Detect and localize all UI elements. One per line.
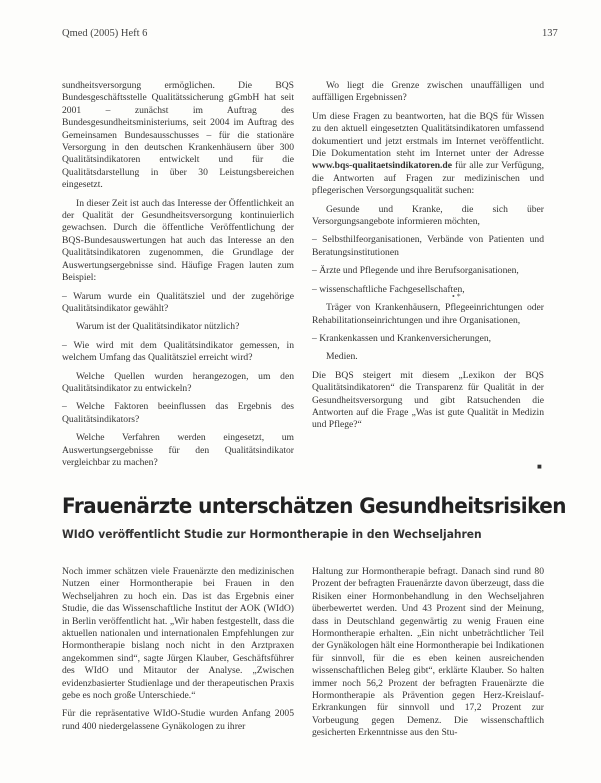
page-number: 137 — [542, 28, 558, 39]
article-end-mark: ■ — [537, 462, 542, 471]
list-item: – Selbsthilfeorganisationen, Verbände von Patienten und Beratungsinstitutionen — [312, 234, 544, 258]
print-artifact: • * — [452, 292, 461, 301]
article-subheadline: WIdO veröffentlicht Studie zur Hormontherapie in den Wechseljahren — [62, 527, 482, 541]
question-item: Welche Quellen wurden herangezogen, um den Qualitätsindikator zu entwickeln? — [62, 370, 294, 394]
column-right-top — [312, 80, 544, 438]
column-right-bottom — [312, 566, 544, 746]
question-item: – Welche Faktoren beeinflussen das Ergebnis des Qualitätsindikators? — [62, 401, 294, 425]
paragraph: sundheitsversorgung ermöglichen. Die BQS Bundesgeschäftsstelle Qualitätssicherung gGmbH hat seit 2001 – zunächst im Auftrag des Bundesgesundheitsministeriums, seit 2004 im Auftrag des Gemeinsamen Bundesausschusses – für die stationäre Versorgung in den deutschen Krankenhäusern über 300 Qualitätsindikatoren entwickelt und für die Qualitätsdarstellung in über 30 Leistungsbereichen eingesetzt. — [62, 80, 294, 191]
paragraph: Die BQS steigert mit diesem „Lexikon der BQS Qualitätsindikatoren“ die Transparenz für Qualität in der Gesundheitsversorgung und gibt Ratsuchenden die Antworten auf die Frage „Was ist gute Qualität in Medizin und Pflege?“ — [312, 369, 544, 431]
column-left-top — [62, 80, 294, 475]
paragraph: Gesunde und Kranke, die sich über Versorgungsangebote informieren möchten, — [312, 203, 544, 228]
paragraph — [312, 111, 544, 198]
paragraph: Noch immer schätzen viele Frauenärzte den medizinischen Nutzen einer Hormontherapie bei Frauen in den Wechseljahren zu hoch ein. Das ist das Ergebnis einer Studie, die das Wissenschaftliche Institut der AOK (WIdO) in Berlin veröffentlicht hat. „Wir haben festgestellt, dass die aktuellen nationalen und internationalen Empfehlungen zur Hormontherapie bislang noch nicht in den Arztpraxen angekommen sind“, sagte Jürgen Klauber, Geschäftsführer des WIdO und Mitautor der Analyse. „Zwischen evidenzbasierter Studienlage und der therapeutischen Praxis gebe es noch große Unterschiede.“ — [62, 566, 294, 702]
list-item: Medien. — [326, 351, 358, 363]
question-item: – Wie wird mit dem Qualitätsindikator gemessen, in welchem Umfang das Qualitätsziel erreicht wird? — [62, 339, 294, 364]
paragraph-text: Um diese Fragen zu beantworten, hat die BQS für Wissen zu den aktuell eingesetzten Qualitätsindikatoren umfassend dokumentiert und jetzt erstmals im Internet veröffentlicht. Die Dokumentation steht im Internet unter der Adresse — [312, 110, 544, 160]
list-item: – Ärzte und Pflegende und ihre Berufsorganisationen, — [312, 265, 519, 277]
url-link[interactable]: www.bqs-qualitaetsindikatoren.de — [312, 160, 453, 172]
journal-header: Qmed (2005) Heft 6 — [62, 28, 148, 39]
list-item: – Krankenkassen und Krankenversicherungen, — [312, 332, 492, 344]
column-left-bottom — [62, 566, 294, 739]
article-headline: Frauenärzte unterschätzen Gesundheitsrisiken — [62, 494, 566, 519]
question-item: Wo liegt die Grenze zwischen unauffälligen und auffälligen Ergebnissen? — [312, 80, 544, 104]
list-item: Träger von Krankenhäusern, Pflegeeinrichtungen oder Rehabilitationseinrichtungen und ihre Organisationen, — [312, 302, 544, 326]
paragraph-text: für alle zur Verfügung, die Antworten auf Fragen zur medizinischen und pflegerischen Versorgungsqualität suchen: — [312, 160, 545, 197]
question-item: – Warum wurde ein Qualitätsziel und der zugehörige Qualitätsindikator gewählt? — [62, 290, 294, 314]
paragraph: Haltung zur Hormontherapie befragt. Danach sind rund 80 Prozent der befragten Frauenärzte davon überzeugt, dass die Risiken einer Hormonbehandlung in den Wechseljahren überbewertet werden. Und 43 Prozent sind der Meinung, dass in Deutschland gegenwärtig zu wenig Frauen eine Hormontherapie erhalten. „Ein nicht unbeträchtlicher Teil der Gynäkologen hält eine Hormontherapie bei Indikationen für sinnvoll, für die es eben keinen ausreichenden wissenschaftlichen Beleg gibt“, erklärte Klauber. So halten immer noch 56,2 Prozent der befragten Frauenärzte die Hormontherapie als Prävention gegen Herz-Kreislauf-Erkrankungen für sinnvoll und 17,2 Prozent zur Vorbeugung gegen Demenz. Die wissenschaftlich gesicherten Erkenntnisse aus den Stu- — [312, 566, 544, 739]
question-item: Welche Verfahren werden eingesetzt, um Auswertungsergebnisse für den Qualitätsindikator vergleichbar zu machen? — [62, 432, 294, 468]
paragraph: In dieser Zeit ist auch das Interesse der Öffentlichkeit an der Qualität der Gesundheitsversorgung kontinuierlich gewachsen. Durch die öffentliche Veröffentlichung der BQS-Bundesauswertungen hat auch das Interesse an den Qualitätsindikatoren zugenommen, die Grundlage der Auswertungsergebnisse sind. Häufige Fragen lauten zum Beispiel: — [62, 197, 294, 284]
paragraph: Für die repräsentative WIdO-Studie wurden Anfang 2005 rund 400 niedergelassene Gynäkologen zu ihrer — [62, 708, 294, 732]
question-item: Warum ist der Qualitätsindikator nützlich? — [76, 321, 240, 333]
list-item: – wissenschaftliche Fachgesellschaften, — [312, 283, 465, 295]
